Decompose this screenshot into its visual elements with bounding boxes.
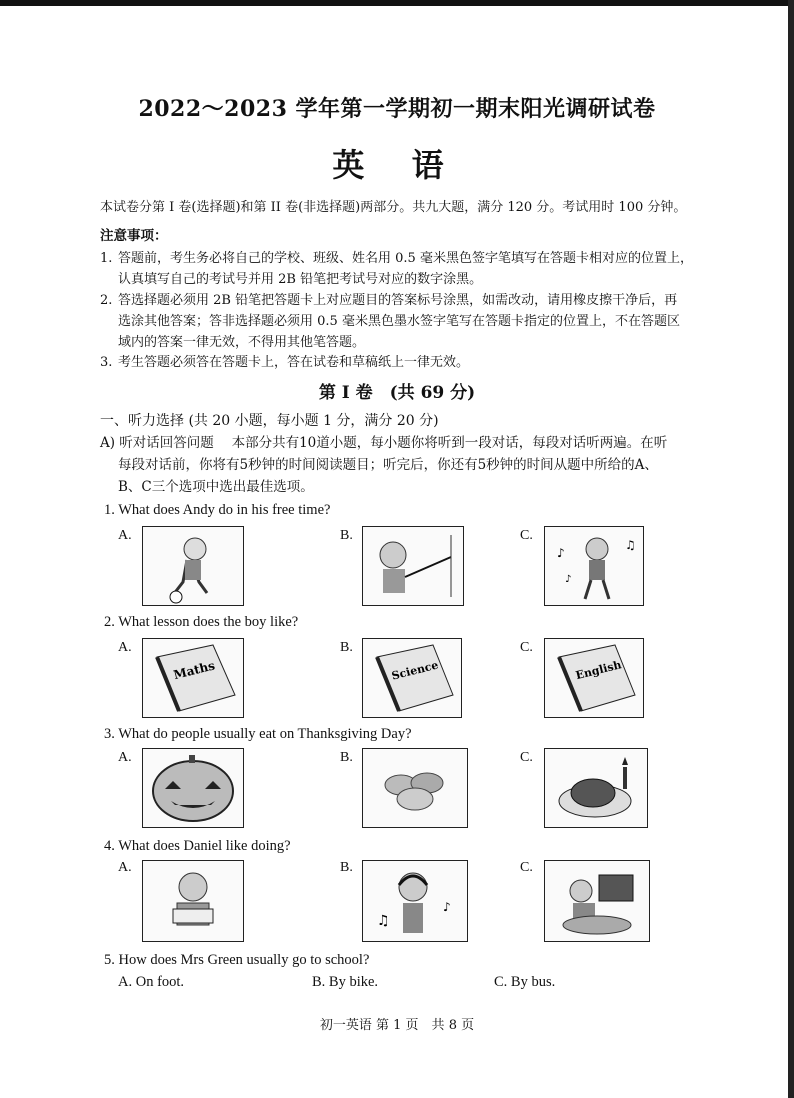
option-label: A.: [118, 640, 132, 655]
option-label: A.: [118, 860, 132, 875]
subject-title: 英 语: [332, 146, 462, 184]
option-c[interactable]: C. By bus.: [494, 974, 556, 990]
book-title: Maths: [172, 658, 217, 683]
intro-text: 本试卷分第 I 卷(选择题)和第 II 卷(非选择题)两部分。共九大题，满分 120 分。考试用时 100 分钟。: [100, 200, 687, 215]
exam-title: 2022～2023 学年第一学期初一期末阳光调研试卷: [138, 96, 656, 122]
part-a-line: B、C三个选项中选出最佳选项。: [118, 479, 314, 495]
note-line: 考生答题必须答在答题卡上，答在试卷和草稿纸上一律无效。: [118, 355, 470, 370]
note-line: 选涂其他答案；答非选择题必须用 0.5 毫米黑色墨水签字笔写在答题卡指定的位置上，不在答题区: [118, 314, 680, 329]
reading-boy-picture[interactable]: [142, 860, 244, 942]
option-label: B.: [340, 528, 353, 543]
question-4: 4. What does Daniel like doing?: [104, 838, 291, 854]
turkey-picture[interactable]: [544, 748, 648, 828]
svg-text:♫: ♫: [625, 538, 636, 552]
music-boy-picture[interactable]: [362, 860, 468, 942]
note-line: 答题前，考生务必将自己的学校、班级、姓名用 0.5 毫米黑色签字笔填写在答题卡相对应的位置上，: [118, 251, 693, 266]
note-1: [100, 248, 790, 290]
note-number: 3.: [100, 355, 113, 370]
svg-text:♫: ♫: [377, 913, 390, 929]
note-line: 域内的答案一律无效，不得用其他笔答题。: [118, 335, 366, 350]
note-line: 认真填写自己的考试号并用 2B 铅笔把考试号对应的数字涂黑。: [118, 272, 483, 287]
part-a-line: 每段对话前，你将有5秒钟的时间阅读题目；听完后，你还有5秒钟的时间从题中所给的A、: [118, 457, 658, 473]
boy-singing-picture[interactable]: [544, 526, 644, 606]
maths-book-picture[interactable]: [142, 638, 244, 718]
option-label: C.: [520, 528, 533, 543]
mooncakes-picture[interactable]: [362, 748, 468, 828]
svg-text:♪: ♪: [565, 574, 572, 585]
option-label: A.: [118, 528, 132, 543]
notes-heading: 注意事项：: [100, 228, 168, 244]
note-line: 答选择题必须用 2B 铅笔把答题卡上对应题目的答案标号涂黑，如需改动，请用橡皮擦干净后，再: [118, 293, 678, 308]
option-label: B.: [340, 860, 353, 875]
section-heading: 第 I 卷 (共 69 分): [318, 383, 476, 403]
note-2: [100, 290, 790, 353]
question-1: 1. What does Andy do in his free time?: [104, 502, 331, 518]
book-title: Science: [390, 658, 440, 683]
note-3: [100, 352, 790, 373]
part-heading: 一、听力选择 (共 20 小题，每小题 1 分，满分 20 分): [100, 413, 439, 429]
option-b[interactable]: B. By bike.: [312, 974, 379, 990]
pumpkin-picture[interactable]: [142, 748, 244, 828]
svg-text:♪: ♪: [443, 900, 451, 914]
computer-game-boy-picture[interactable]: [544, 860, 650, 942]
science-book-picture[interactable]: [362, 638, 462, 718]
option-label: A.: [118, 750, 132, 765]
option-label: B.: [340, 750, 353, 765]
option-a[interactable]: A. On foot.: [118, 974, 185, 990]
boy-football-picture[interactable]: [142, 526, 244, 606]
option-label: B.: [340, 640, 353, 655]
option-label: C.: [520, 860, 533, 875]
svg-text:♪: ♪: [557, 546, 565, 560]
option-label: C.: [520, 640, 533, 655]
part-a-instructions: [100, 432, 790, 498]
page-footer: 初一英语 第 1 页 共 8 页: [319, 1018, 475, 1033]
part-a-line: A) 听对话回答问题 本部分共有10道小题，每小题你将听到一段对话，每段对话听两遍。在听: [100, 435, 668, 451]
question-2: 2. What lesson does the boy like?: [104, 614, 299, 630]
boy-drawing-picture[interactable]: [362, 526, 464, 606]
option-label: C.: [520, 750, 533, 765]
question-5: 5. How does Mrs Green usually go to school?: [104, 952, 370, 968]
note-number: 2.: [100, 293, 113, 308]
book-title: English: [574, 658, 623, 683]
scan-border-top: [0, 0, 794, 6]
question-3: 3. What do people usually eat on Thanksgiving Day?: [104, 726, 412, 742]
english-book-picture[interactable]: [544, 638, 644, 718]
note-number: 1.: [100, 251, 113, 266]
